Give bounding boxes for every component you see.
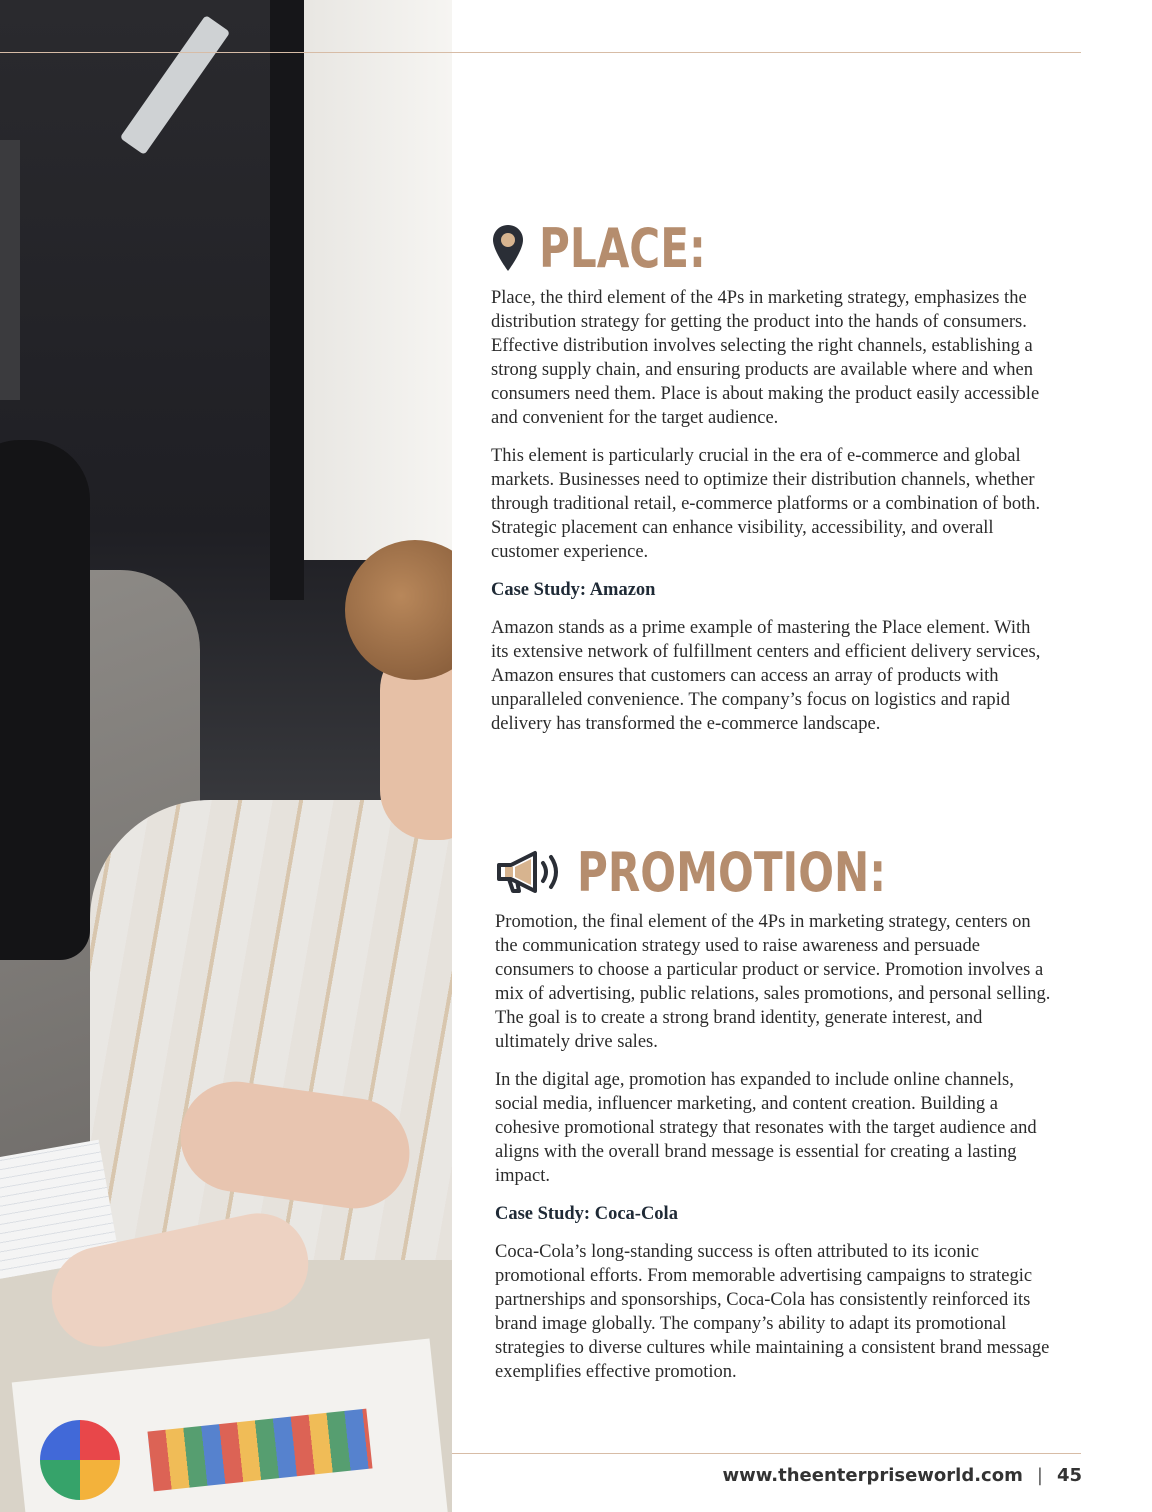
promotion-section	[495, 842, 1055, 1398]
place-section	[491, 218, 1051, 750]
page-number: 45	[1056, 1464, 1082, 1486]
meeting-photo	[0, 0, 452, 1512]
promotion-paragraph-1: Promotion, the final element of the 4Ps in marketing strategy, centers on the communication strategy used to raise awareness and persuade consumers to choose a particular product or service. Promotion involves a mix of advertising, public relations, sales promotions, and personal selling. The goal is to create a strong brand identity, generate interest, and ultimately drive sales.	[495, 912, 1051, 1052]
promotion-title: PROMOTION:	[577, 840, 887, 904]
place-heading	[491, 218, 1051, 278]
promotion-case-title: Case Study: Coca-Cola	[495, 1204, 678, 1224]
map-pin-icon	[491, 223, 525, 273]
place-case-title: Case Study: Amazon	[491, 580, 656, 600]
top-divider	[0, 52, 1081, 53]
place-paragraph-1: Place, the third element of the 4Ps in marketing strategy, emphasizes the distribution strategy for getting the product into the hands of consumers. Effective distribution involves selecting the right channels, establishing a strong supply chain, and ensuring products are available where and when consumers need them. Place is about making the product easily accessible and convenient for the target audience.	[491, 288, 1040, 428]
place-paragraph-2: This element is particularly crucial in the era of e-commerce and global markets. Businesses need to optimize their distribution channels, whether through traditional retail, e-commerce platforms or a combination of both. Strategic placement can enhance visibility, accessibility, and overall customer experience.	[491, 446, 1041, 562]
promotion-case-text: Coca-Cola’s long-standing success is often attributed to its iconic promotional efforts. From memorable advertising campaigns to strategic partnerships and sponsorships, Coca-Cola has consistently reinforced its brand image globally. The company’s ability to adapt its promotional strategies to diverse cultures while maintaining a consistent brand message exemplifies effective promotion.	[495, 1242, 1050, 1382]
website-link[interactable]: www.theenterpriseworld.com	[722, 1464, 1023, 1486]
place-title: PLACE:	[539, 216, 706, 280]
page-footer	[723, 1463, 1082, 1487]
promotion-paragraph-2: In the digital age, promotion has expanded to include online channels, social media, influencer marketing, and content creation. Building a cohesive promotional strategy that resonates with the target audience and aligns with the overall brand message is essential for creating a lasting impact.	[495, 1070, 1037, 1186]
bottom-divider	[452, 1453, 1081, 1454]
megaphone-icon	[495, 847, 565, 897]
footer-separator: |	[1036, 1464, 1043, 1486]
promotion-heading	[495, 842, 1055, 902]
place-case-text: Amazon stands as a prime example of mastering the Place element. With its extensive network of fulfillment centers and efficient delivery services, Amazon ensures that customers can access an array of products with unparalleled convenience. The company’s focus on logistics and rapid delivery has transformed the e-commerce landscape.	[491, 618, 1041, 734]
